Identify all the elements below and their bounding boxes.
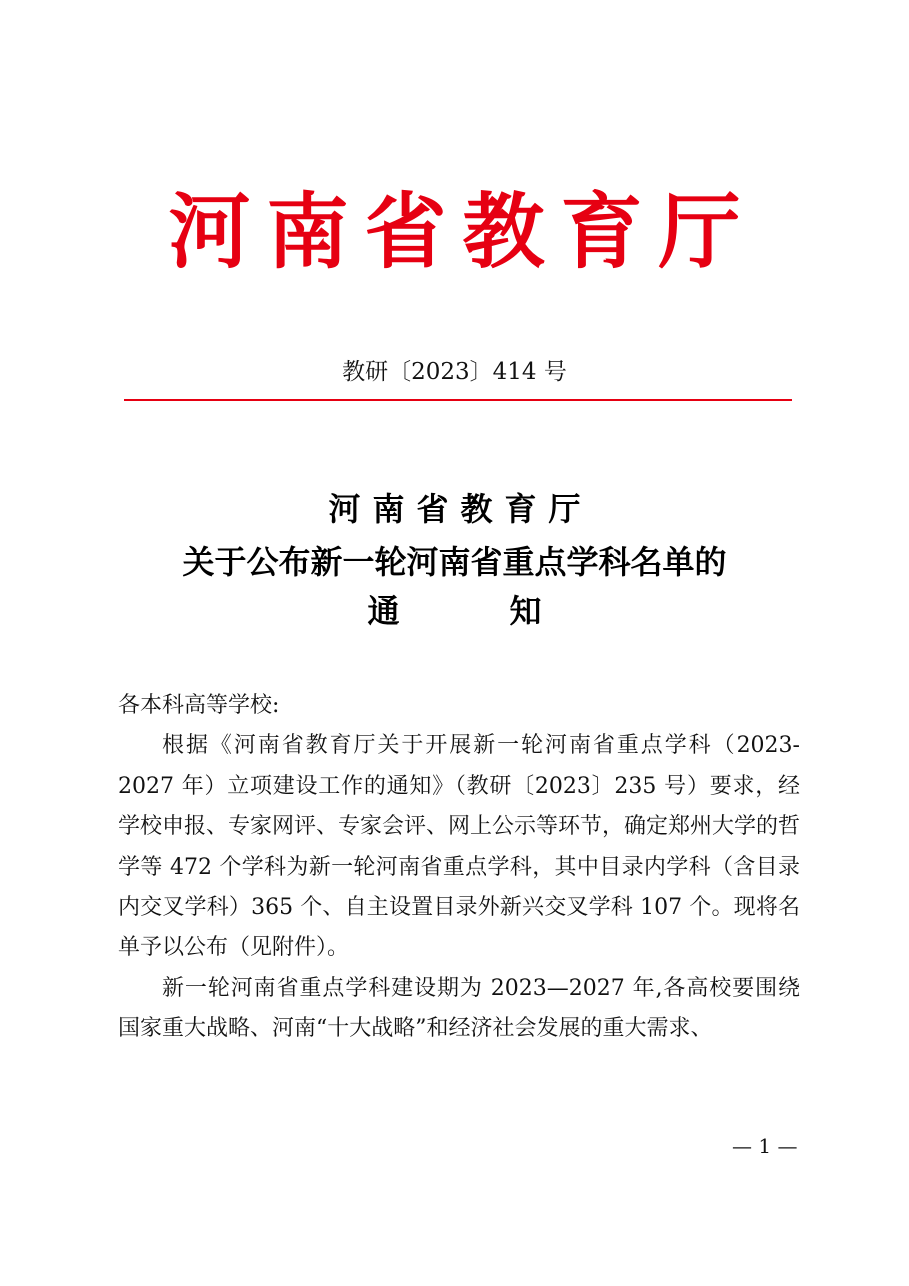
title-line-3-part-b: 知 <box>509 592 542 630</box>
title-line-3 <box>0 584 909 638</box>
document-number: 教研〔2023〕414 号 <box>342 359 567 385</box>
issuing-authority-header: 河南省教育厅 <box>168 184 757 280</box>
title-line-1: 河南省教育厅 <box>328 490 593 528</box>
paragraph-1: 根据《河南省教育厅关于开展新一轮河南省重点学科（2023-2027 年）立项建设工作的通知》（教研〔2023〕235 号）要求，经学校申报、专家网评、专家会评、网上公示等环节，确定郑州大学的哲学等 472 个学科为新一轮河南省重点学科，其中目录内学科（含目录内交叉学科）365 个、自主设置目录外新兴交叉学科 107 个。现将名单予以公布（见附件）。 <box>118 733 801 961</box>
title-line-2: 关于公布新一轮河南省重点学科名单的 <box>182 543 727 581</box>
title-line-3-part-a: 通 <box>367 592 400 630</box>
red-separator-line <box>124 399 792 401</box>
paragraph-2: 新一轮河南省重点学科建设期为 2023—2027 年,各高校要围绕国家重大战略、河南“十大战略”和经济社会发展的重大需求、 <box>118 975 800 1042</box>
salutation: 各本科高等学校: <box>118 693 280 718</box>
page-number: — 1 — <box>732 1134 798 1158</box>
document-body <box>118 686 800 1050</box>
